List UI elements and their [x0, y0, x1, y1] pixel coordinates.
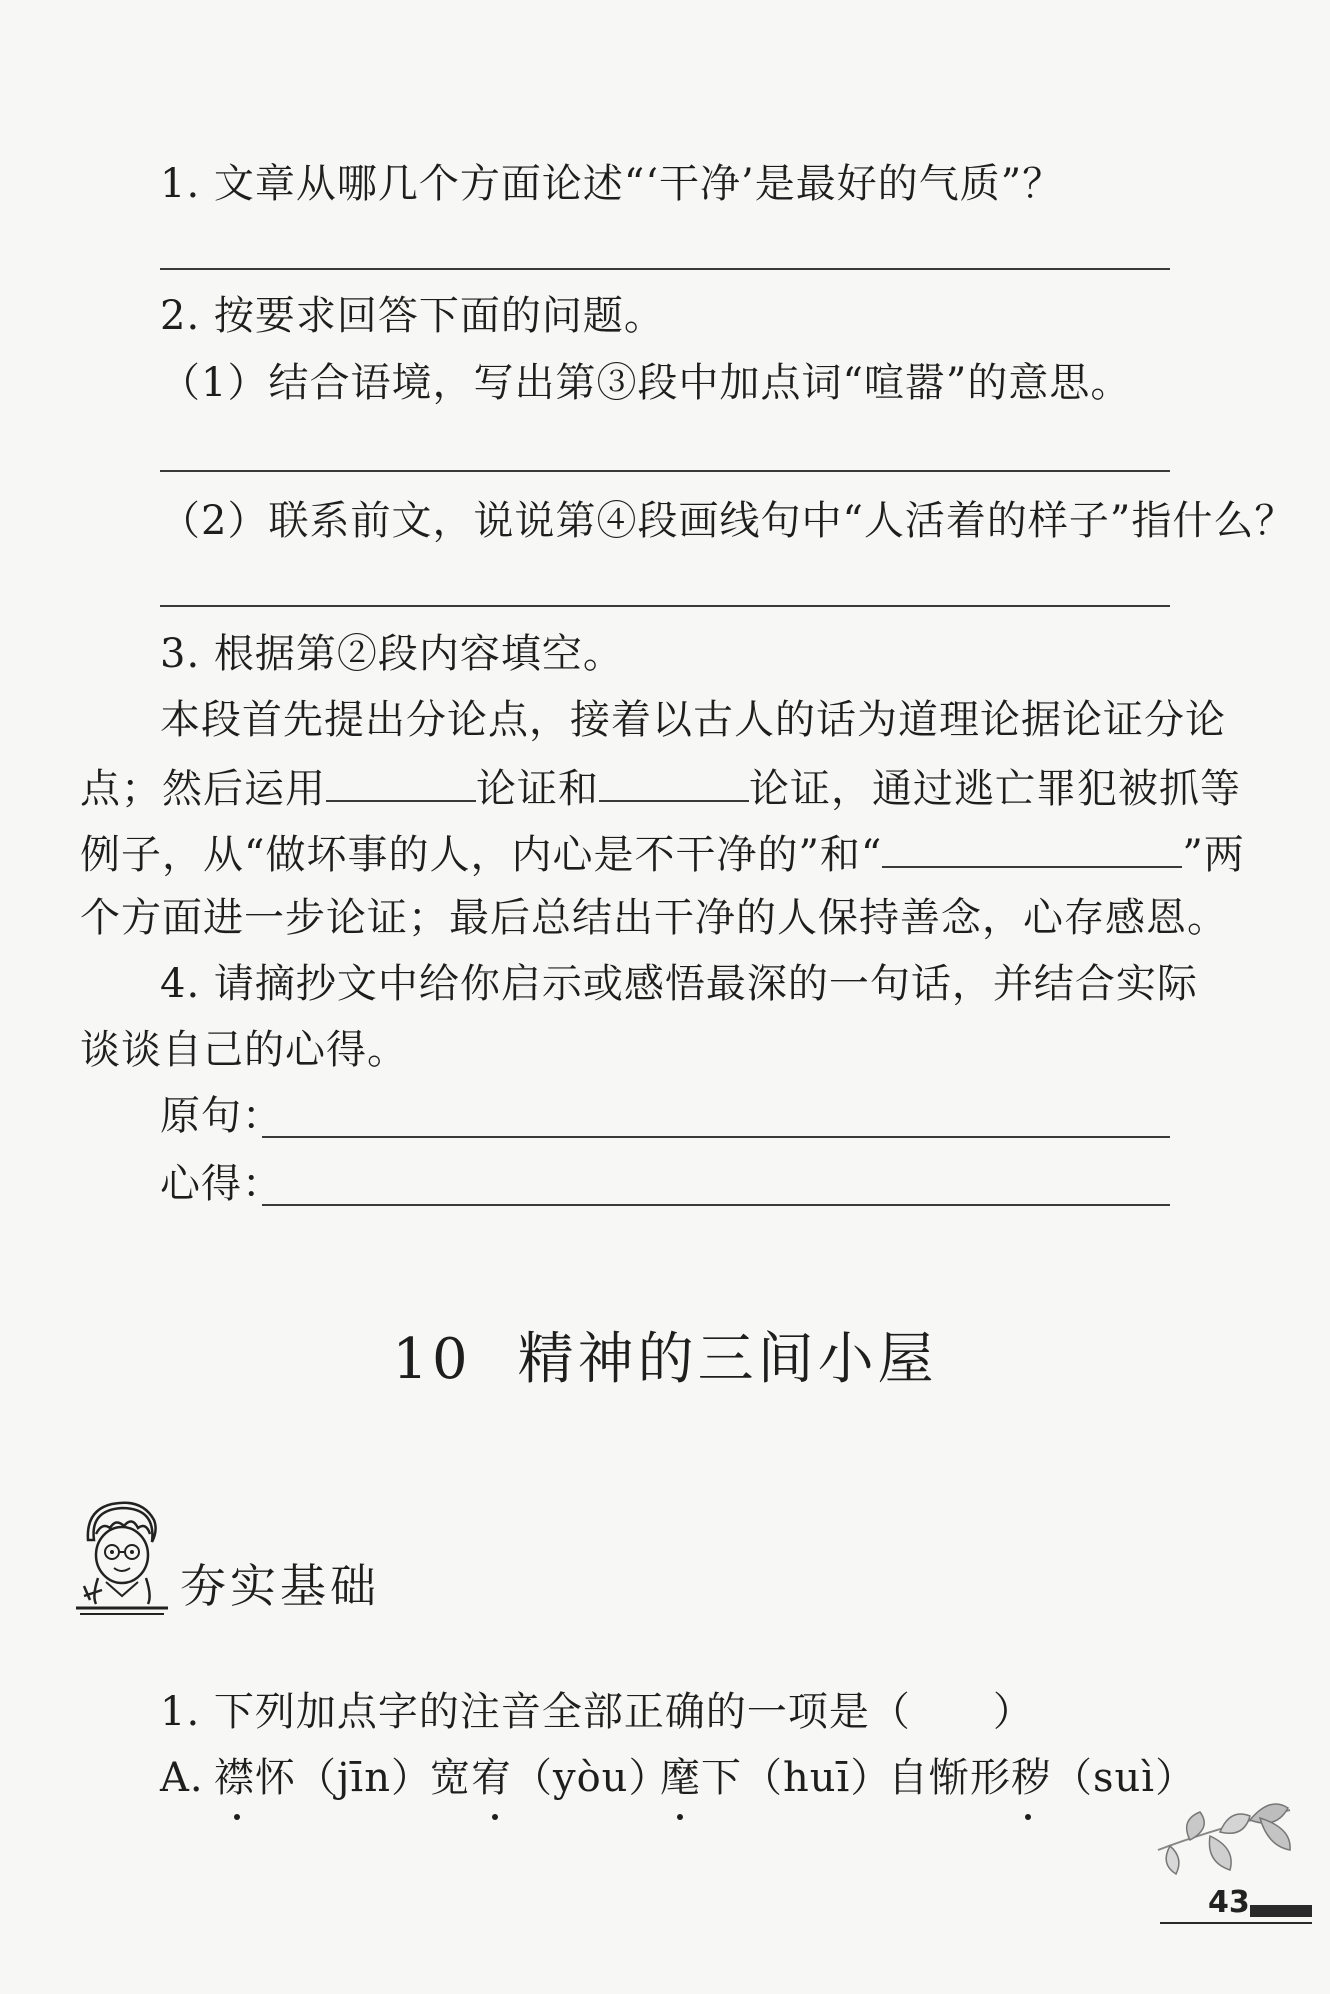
answer-line: [160, 605, 1170, 607]
question-2: 2. 按要求回答下面的问题。: [160, 293, 665, 339]
answer-line: [160, 470, 1170, 472]
lesson-title: [0, 1315, 1330, 1395]
original-sentence-label: 原句：: [160, 1093, 283, 1139]
new-question-1: 1. 下列加点字的注音全部正确的一项是（ ）: [160, 1689, 1034, 1735]
page-number-bar: [1250, 1905, 1312, 1917]
question-2-part-2: （2）联系前文，说说第④段画线句中“人活着的样子”指什么？: [160, 498, 1296, 544]
fill-blank-3[interactable]: [882, 826, 1182, 868]
option-a-item-4: 自惭形秽（suì）: [888, 1755, 1197, 1801]
emphasis-dot: [1025, 1814, 1031, 1820]
lesson-number: 10: [392, 1327, 472, 1392]
fill-blank-1[interactable]: [326, 760, 476, 802]
lesson-name: 精神的三间小屋: [517, 1327, 938, 1392]
teacher-writing-icon: [72, 1500, 172, 1620]
option-a: [160, 1752, 204, 1804]
emphasis-dot: [234, 1814, 240, 1820]
paragraph-line-2: 点；然后运用 论证和 论证，通过逃亡罪犯被抓等: [80, 760, 1241, 815]
answer-line: [160, 268, 1170, 270]
option-a-item-3: 麾下（huī）: [660, 1755, 892, 1801]
leaf-branch-icon: [1150, 1790, 1300, 1900]
question-4-line-2: 谈谈自己的心得。: [80, 1027, 408, 1073]
page-number: 43: [1208, 1885, 1250, 1920]
section-heading: 夯实基础: [180, 1559, 380, 1613]
question-4: 4. 请摘抄文中给你启示或感悟最深的一句话，并结合实际: [160, 961, 1198, 1007]
question-1: 1. 文章从哪几个方面论述“‘干净’是最好的气质”？: [160, 161, 1064, 207]
option-a-letter: A.: [160, 1755, 204, 1801]
page-number-underline: [1160, 1922, 1312, 1924]
option-a-item-1: 襟怀（jīn）: [214, 1755, 432, 1801]
fill-blank-2[interactable]: [599, 760, 749, 802]
emphasis-dot: [492, 1814, 498, 1820]
emphasis-dot: [677, 1814, 683, 1820]
paragraph-line-1: 本段首先提出分论点，接着以古人的话为道理论据论证分论: [160, 697, 1226, 743]
option-a-item-2: 宽宥（yòu）: [430, 1755, 670, 1801]
insight-label: 心得：: [160, 1161, 283, 1207]
paragraph-line-4: 个方面进一步论证；最后总结出干净的人保持善念，心存感恩。: [80, 895, 1228, 941]
insight-line[interactable]: [262, 1204, 1170, 1206]
question-3: 3. 根据第②段内容填空。: [160, 631, 624, 677]
paragraph-line-3: 例子，从“做坏事的人，内心是不干净的”和“ ”两: [80, 826, 1245, 881]
original-sentence-line[interactable]: [262, 1136, 1170, 1138]
question-2-part-1: （1）结合语境，写出第③段中加点词“喧嚣”的意思。: [160, 360, 1132, 406]
